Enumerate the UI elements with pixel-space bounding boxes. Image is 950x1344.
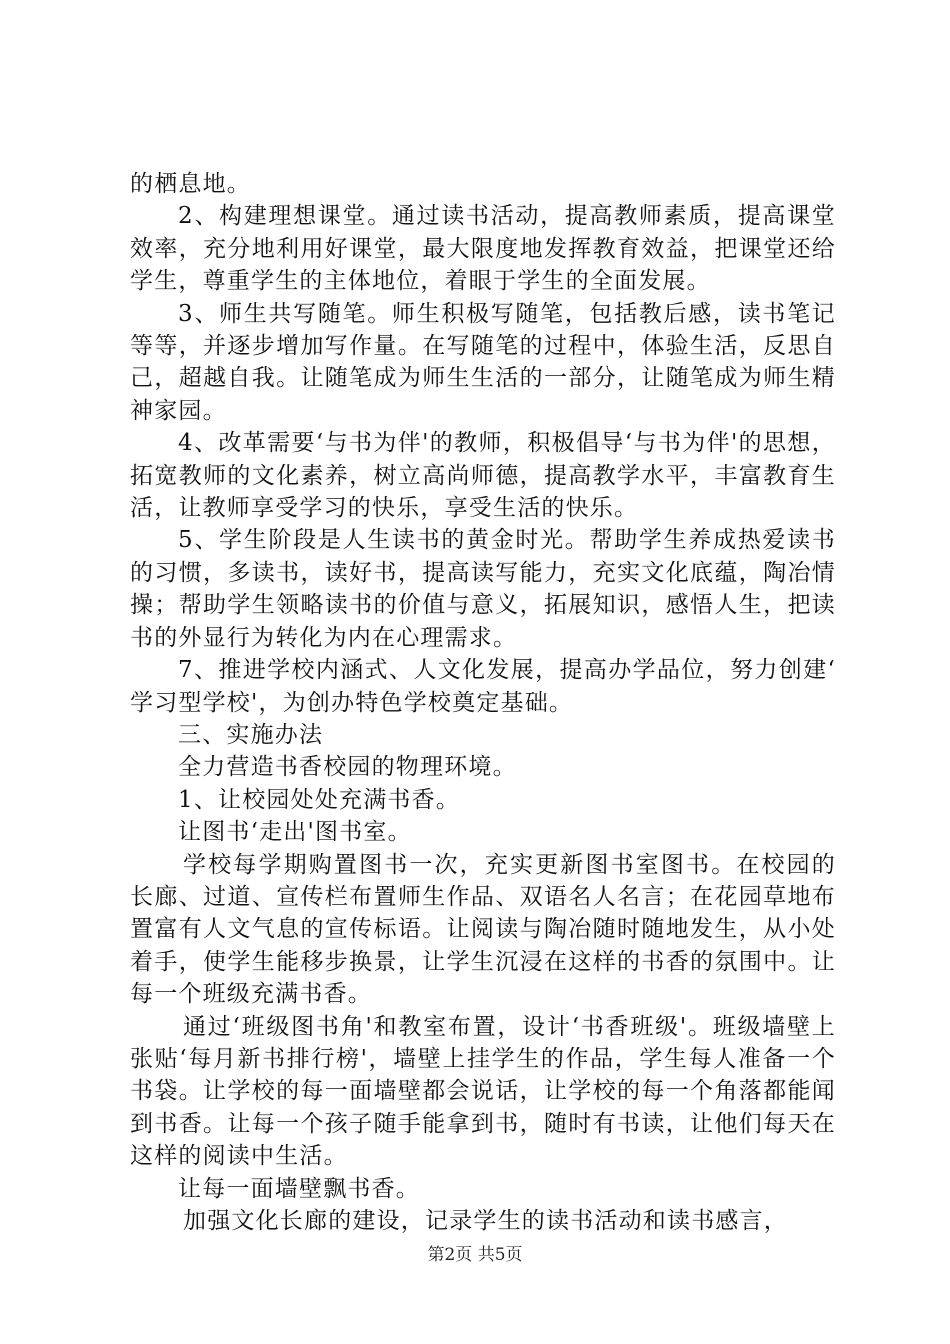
paragraph-ideal-classroom: 2、构建理想课堂。通过读书活动，提高教师素质，提高课堂效率，充分地利用好课堂，最大限度地发挥教育效益，把课堂还给学生，尊重学生的主体地位，着眼于学生的全面发展。	[130, 203, 836, 295]
paragraph-culture-corridor: 加强文化长廊的建设，记录学生的读书活动和读书感言，	[183, 1208, 788, 1234]
paragraph-campus-fragrance: 1、让校园处处充满书香。	[178, 786, 461, 813]
paragraph-physical-environment: 全力营造书香校园的物理环境。	[178, 754, 517, 781]
paragraph-continuation: 的栖息地。	[130, 171, 251, 197]
paragraph-wall-fragrance: 让每一面墙壁飘书香。	[178, 1175, 420, 1202]
paragraph-essay-writing: 3、师生共写随笔。师生积极写随笔，包括教后感，读书笔记等等，并逐步增加写作量。在写随笔的过程中，体验生活，反思自己，超越自我。让随笔成为师生生活的一部分，让随笔成为师生精神家园。	[130, 300, 836, 424]
paragraph-class-book-corner: 通过‘班级图书角'和教室布置，设计‘书香班级'。班级墙壁上张贴‘每月新书排行榜'，墙壁上挂学生的作品，学生每人准备一个书袋。让学校的每一面墙壁都会说话，让学校的每一个角落都能闻到书香。让每一个孩子随手能拿到书，随时有书读，让他们每天在这样的阅读中生活。	[130, 1013, 836, 1170]
page-footer: 第2页 共5页	[427, 1245, 523, 1265]
section-heading-implementation: 三、实施办法	[178, 721, 324, 748]
document-body	[130, 168, 836, 1237]
paragraph-student-reading: 5、学生阶段是人生读书的黄金时光。帮助学生养成热爱读书的习惯，多读书，读好书，提高读写能力，充实文化底蕴，陶冶情操；帮助学生领略读书的价值与意义，拓展知识，感悟人生，把读书的外显行为转化为内在心理需求。	[130, 527, 836, 651]
paragraph-school-development: 7、推进学校内涵式、人文化发展，提高办学品位，努力创建‘学习型学校'，为创办特色学校奠定基础。	[130, 657, 836, 716]
paragraph-teacher-reform: 4、改革需要‘与书为伴'的教师，积极倡导‘与书为伴'的思想，拓宽教师的文化素养，树立高尚师德，提高教学水平，丰富教育生活，让教师享受学习的快乐，享受生活的快乐。	[130, 430, 836, 522]
paragraph-book-purchase: 学校每学期购置图书一次，充实更新图书室图书。在校园的长廊、过道、宣传栏布置师生作品、双语名人名言；在花园草地布置富有人文气息的宣传标语。让阅读与陶冶随时随地发生，从小处着手，使学生能移步换景，让学生沉浸在这样的书香的氛围中。让每一个班级充满书香。	[130, 851, 836, 1008]
paragraph-books-out: 让图书‘走出'图书室。	[178, 819, 412, 846]
